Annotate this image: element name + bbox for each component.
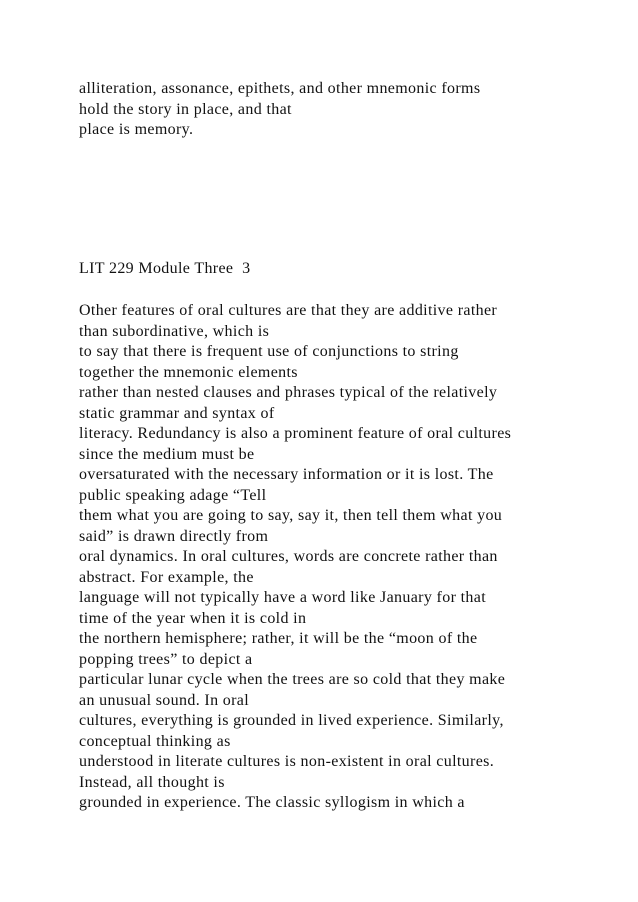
text-line: grounded in experience. The classic syllogism in which a	[79, 794, 465, 811]
text-line: static grammar and syntax of	[79, 404, 275, 422]
page-heading: LIT 229 Module Three 3	[79, 260, 251, 277]
text-line: together the mnemonic elements	[79, 363, 298, 381]
text-line: rather than nested clauses and phrases typical of the relatively	[79, 384, 498, 401]
text-line: oral dynamics. In oral cultures, words are concrete rather than	[79, 548, 498, 565]
text-line: the northern hemisphere; rather, it will be the “moon of the	[79, 630, 478, 647]
text-line: cultures, everything is grounded in lived experience. Similarly,	[79, 712, 504, 729]
text-line: an unusual sound. In oral	[79, 691, 250, 709]
text-line: than subordinative, which is	[79, 322, 270, 340]
text-line: to say that there is frequent use of conjunctions to string	[79, 343, 459, 360]
text-line: them what you are going to say, say it, then tell them what you	[79, 507, 503, 524]
text-line: literacy. Redundancy is also a prominent feature of oral cultures	[79, 425, 512, 442]
text-line: said” is drawn directly from	[79, 527, 269, 545]
text-line: time of the year when it is cold in	[79, 609, 307, 627]
page-header	[79, 259, 624, 280]
text-line: since the medium must be	[79, 445, 255, 463]
text-line: public speaking adage “Tell	[79, 486, 267, 504]
text-line: Other features of oral cultures are that they are additive rather	[79, 302, 498, 319]
text-line: understood in literate cultures is non-existent in oral cultures.	[79, 753, 495, 770]
text-line: abstract. For example, the	[79, 568, 254, 586]
text-line: popping trees” to depict a	[79, 650, 253, 668]
text-line: language will not typically have a word like January for that	[79, 589, 487, 606]
text-line: conceptual thinking as	[79, 732, 231, 750]
text-line: place is memory.	[79, 121, 194, 138]
intro-paragraph	[79, 79, 624, 141]
text-line: Instead, all thought is	[79, 773, 225, 791]
text-line: hold the story in place, and that	[79, 100, 292, 118]
text-line: oversaturated with the necessary information or it is lost. The	[79, 466, 494, 483]
text-line: particular lunar cycle when the trees are so cold that they make	[79, 671, 506, 688]
text-line: alliteration, assonance, epithets, and other mnemonic forms	[79, 80, 481, 97]
body-paragraph	[79, 301, 624, 814]
